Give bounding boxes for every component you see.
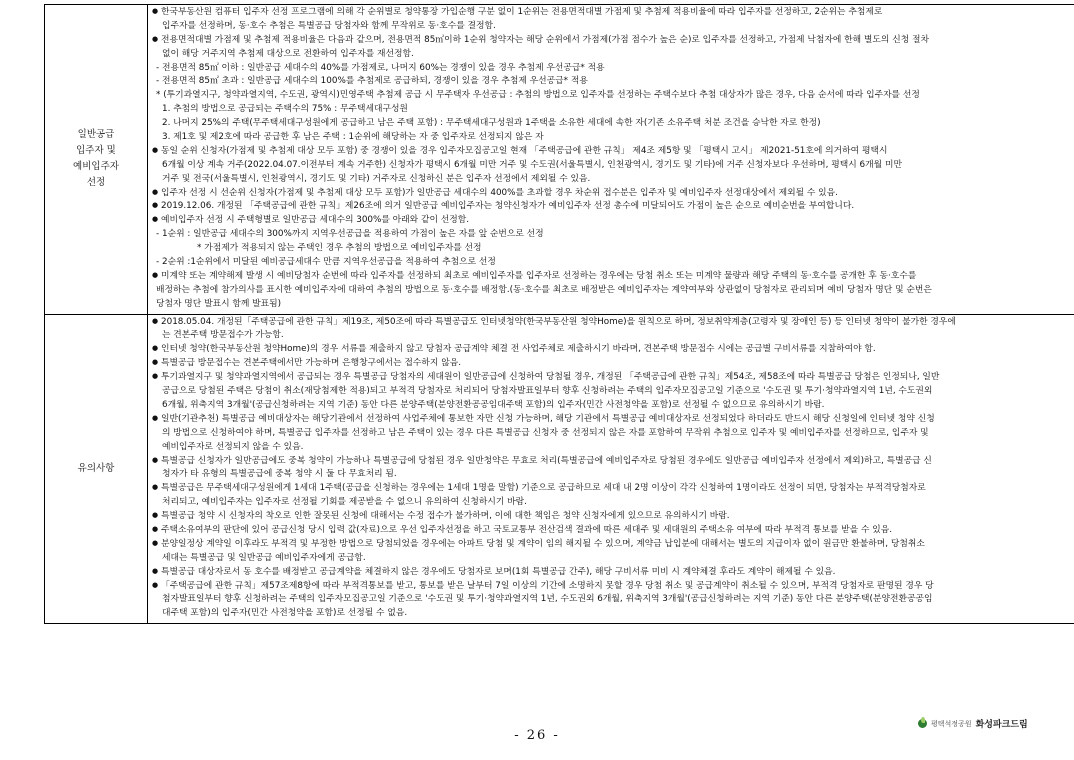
text-line: 3. 제1호 및 제2호에 따라 공급한 후 남은 주택 : 1순위에 해당하는 자 중 입주자로 선정되지 않은 자 [162, 132, 544, 143]
bullet-item: ● 전용면적대별 가점제 및 추첨제 적용비율은 다음과 같으며, 전용면적 85㎡이하 1순위 청약자는 해당 순위에서 가점제(가점 점수가 높은 순)로 입주자를 선정하고, 가점제 낙첨자에 한해 별도의 신청 절차 [152, 34, 1074, 48]
notice-table [44, 4, 1074, 624]
section-row [45, 314, 1074, 624]
bullet-item: ● 특별공급 청약 시 신청자의 착오로 인한 잘못된 신청에 대해서는 수정 접수가 불가하며, 이에 대한 책임은 청약 신청자에게 있으므로 유의하시기 바람. [152, 510, 1074, 524]
bullet-item: ● 일반(기관추천) 특별공급 예비대상자는 해당기관에서 선정하여 사업주체에 통보한 자만 신청 가능하며, 해당 기관에서 특별공급 예비대상자로 선정되었다 하더라도 반드시 해당 신청일에 인터넷 청약 신청 [152, 413, 1074, 427]
footer-brand [918, 717, 1028, 730]
section-content [148, 5, 1074, 315]
text-line: - 전용면적 85㎡ 초과 : 일반공급 세대수의 100%를 추첨제로 공급하되, 경쟁이 있을 경우 추첨제 우선공급* 적용 [156, 76, 588, 87]
section-label [45, 5, 148, 315]
bullet-item: ● 동일 순위 신청자(가점제 및 추첨제 대상 모두 포함) 중 경쟁이 있을 경우 입주자모집공고일 현재 「주택공급에 관한 규칙」 제4조 제5항 및 「평택시 고시」 제2021-51호에 의거하여 평택시 [152, 145, 1074, 159]
section-label-line: 예비입주자 [73, 161, 119, 173]
bullet-item: ● 분양일정상 계약일 이후라도 부적격 및 부정한 방법으로 당첨되었을 경우에는 아파트 당첨 및 계약이 임의 해지될 수 있으며, 계약금 납입분에 대해서는 별도의 지급이자 없이 원금만 환불하며, 당첨취소 [152, 538, 1074, 552]
leaf-logo-icon [918, 719, 927, 728]
text-line: - 전용면적 85㎡ 이하 : 일반공급 세대수의 40%를 가점제로, 나머지 60%는 경쟁이 있을 경우 추첨제 우선공급* 적용 [156, 62, 605, 73]
section-label-line: 선정 [86, 177, 106, 189]
section-label-line: 유의사항 [77, 462, 115, 474]
text-line: 배정하는 추첨에 참가의사를 표시한 예비입주자에 대하여 추첨의 방법으로 동·호수를 배정함.(동·호수를 최초로 배정받은 예비입주자는 계약여부와 상관없이 당첨자로 관리되며 예비 당첨자 명단 및 순번은 [156, 284, 932, 295]
bullet-item: ● 특별공급 신청자가 일반공급에도 중복 청약이 가능하나 특별공급에 당첨된 경우 일반청약은 무효로 처리(특별공급에 예비입주자로 당첨된 경우에도 일반공급 예비입주자 선정에서 제외)하고, 특별공급 신 [152, 455, 1074, 469]
bullet-item: ● 미계약 또는 계약해제 발생 시 예비당첨자 순번에 따라 입주자를 선정하되 최초로 예비입주자를 입주자로 선정하는 경우에는 당첨 취소 또는 미계약 물량과 해당 주택의 동·호수를 공개한 후 동·호수를 [152, 270, 1074, 284]
bullet-item: ● 2019.12.06. 개정된 「주택공급에 관한 규칙」제26조에 의거 일반공급 예비입주자는 청약신청자가 예비입주자 선정 총수에 미달되어도 가점이 높은 순으로 예비순번을 부여합니다. [152, 200, 1074, 214]
text-line: 6개월 이상 계속 거주(2022.04.07.이전부터 계속 거주한) 신청자가 평택시 6개월 미만 거주 및 수도권(서울특별시, 인천광역시, 경기도 및 기타)에 거주 신청자보다 우선하며, 평택시 6개월 미만 [162, 159, 902, 170]
text-line: 당첨자 명단 발표시 함께 발표됨) [156, 298, 282, 309]
text-line: 세대는 특별공급 및 일반공급 예비입주자에게 공급함. [162, 552, 366, 563]
text-line: - 2순위 :1순위에서 미달된 예비공급세대수 만큼 지역우선공급을 적용하여 추첨으로 선정 [156, 257, 496, 268]
bullet-item: ● 입주자 선정 시 선순위 신청자(가점제 및 추첨제 대상 모두 포함)가 일반공급 세대수의 400%를 초과할 경우 차순위 접수분은 입주자 및 예비입주자 선정대상에서 제외될 수 있음. [152, 187, 1074, 201]
section-label-line: 입주자 및 [76, 145, 116, 157]
text-line: 청자가 타 유형의 특별공급에 중복 청약 시 둘 다 무효처리 됨. [162, 469, 397, 480]
text-line: * (투기과열지구, 청약과열지역, 수도권, 광역시)민영주택 추첨제 공급 시 무주택자 우선공급 : 추첨의 방법으로 입주자를 선정하는 주택수보다 추첨 대상자가 많은 경우, 다음 순서에 따라 입주자를 선정 [156, 90, 920, 101]
text-line: 첨자발표일부터 향후 신청하려는 주택의 입주자모집공고일 기준으로 '수도권 및 투기·청약과열지역 1년, 수도권외 6개월, 위축지역 3개월'(공급신청하려는 지역 기준) 동안 다른 분양주택(분양전환공공임 [162, 594, 933, 605]
bullet-item: ● 특별공급은 무주택세대구성원에게 1세대 1주택(공급을 신청하는 경우에는 1세대 1명을 말함) 기준으로 공급하므로 세대 내 2명 이상이 각각 신청하여 1명이라도 선정이 되면, 당첨자는 부적격당첨자로 [152, 482, 1074, 496]
bullet-item: ● 주택소유여부의 판단에 있어 공급신청 당시 입력 값(자료)으로 우선 입주자선정을 하고 국토교통부 전산검색 결과에 따른 세대주 및 세대원의 주택소유 여부에 따라 부적격 통보를 받을 수 있음. [152, 524, 1074, 538]
text-line: 예비입주자로 선정되지 않을 수 있음. [162, 441, 304, 452]
page-number: - 26 - [514, 728, 560, 743]
text-line: - 1순위 : 일반공급 세대수의 300%까지 지역우선공급을 적용하여 가점이 높은 자를 앞 순번으로 선정 [156, 229, 544, 240]
bullet-item: ● 예비입주자 선정 시 주택형별로 일반공급 세대수의 300%를 아래와 같이 선정함. [152, 214, 1074, 228]
section-label [45, 314, 148, 624]
bullet-item: ● 2018.05.04. 개정된「주택공급에 관한 규칙」제19조, 제50조에 따라 특별공급도 인터넷청약(한국부동산원 청약Home)을 원칙으로 하며, 정보취약계층(고령자 및 장애인 등) 등 인터넷 청약이 불가한 경우에 [152, 316, 1074, 330]
bullet-item: ● 특별공급 방문접수는 견본주택에서만 가능하며 은행창구에서는 접수하지 않음. [152, 357, 1074, 371]
text-line: 는 견본주택 방문접수가 가능함. [162, 330, 284, 341]
text-line: 공급으로 당첨된 주택은 당첨이 취소(재당첨제한 적용)되고 부적격 당첨자로 처리되어 당첨자발표일부터 향후 신청하려는 주택의 입주자모집공고일 기준으로 '수도권 및 투기·청약과열지역 1년, 수도권외 [162, 386, 933, 397]
text-line: 6개월, 위축지역 3개월'(공급신청하려는 지역 기준) 동안 다른 분양주택(분양전환공공임대주택 포함)의 입주자(민간 사전청약을 포함)로 선정될 수 없으므로 유의하시기 바람. [162, 399, 825, 410]
text-line: 1. 추첨의 방법으로 공급되는 주택수의 75% : 무주택세대구성원 [162, 104, 408, 115]
section-content [148, 314, 1074, 624]
brand-name: 화성파크드림 [975, 720, 1028, 730]
bullet-item: ● 「주택공급에 관한 규칙」제57조제8항에 따라 부적격통보를 받고, 통보를 받은 날부터 7일 이상의 기간에 소명하지 못할 경우 당첨 취소 및 공급계약이 취소될 수 있으며, 부적격 당첨자로 판명된 경우 당 [152, 580, 1074, 594]
bullet-item: ● 인터넷 청약(한국부동산원 청약Home)의 경우 서류를 제출하지 않고 당첨자 공급계약 체결 전 사업주체로 제출하시기 바라며, 견본주택 방문접수 시에는 공급별 구비서류를 지참하여야 함. [152, 343, 1074, 357]
text-line: 입주자를 선정하며, 동·호수 추첨은 특별공급 당첨자와 함께 무작위로 동·호수를 결정함. [162, 20, 496, 31]
bullet-item: ● 특별공급 대상자로서 동 호수를 배정받고 공급계약을 체결하지 않은 경우에도 당첨자로 보며(1회 특별공급 간주), 해당 구비서류 미비 시 계약체결 후라도 계약이 해제될 수 있음. [152, 566, 1074, 580]
brand-subtitle: 평택석정공원 [931, 719, 972, 728]
text-line: 거주 및 전국(서울특별시, 인천광역시, 경기도 및 기타) 거주자로 신청하신 분은 입주자 선정에서 제외될 수 있음. [162, 173, 591, 184]
text-line: 대주택 포함)의 입주자(민간 사전청약을 포함)로 선정될 수 없음. [162, 608, 408, 619]
text-line: 의 방법으로 신청하여야 하며, 특별공급 입주자를 선정하고 남은 주택이 있는 경우 다른 특별공급 신청자 중 선정되지 않은 자를 포함하여 무작위 추첨으로 입주자 및 예비입주자를 선정하므로, 입주자 및 [162, 427, 929, 438]
bullet-item: ● 투기과열지구 및 청약과열지역에서 공급되는 경우 특별공급 당첨자의 세대원이 일반공급에 신청하여 당첨될 경우, 개정된 「주택공급에 관한 규칙」제54조, 제58조에 따라 특별공급 당첨은 인정되나, 일반 [152, 371, 1074, 385]
text-line: 2. 나머지 25%의 주택(무주택세대구성원에게 공급하고 남은 주택 포함) : 무주택세대구성원과 1주택을 소유한 세대에 속한 자(기존 소유주택 처분 조건을 승낙한 자로 한정) [162, 118, 821, 129]
text-line: 없이 해당 거주지역 추첨제 대상으로 전환하여 입주자를 재선정함. [162, 48, 414, 59]
section-row [45, 5, 1074, 315]
bullet-item: ● 한국부동산원 컴퓨터 입주자 선정 프로그램에 의해 각 순위별로 청약통장 가입순행 구분 없이 1순위는 전용면적대별 가점제 및 추첨제 적용비율에 따라 입주자를 선정하고, 2순위는 추첨제로 [152, 6, 1074, 20]
section-label-line: 일반공급 [77, 129, 115, 141]
text-line: 처리되고, 예비입주자는 입주자로 선정될 기회를 제공받을 수 없으니 유의하여 신청하시기 바람. [162, 497, 527, 508]
text-line: * 가점제가 적용되지 않는 주택인 경우 추첨의 방법으로 예비입주자를 선정 [197, 243, 482, 254]
notice-table-body [45, 5, 1074, 624]
